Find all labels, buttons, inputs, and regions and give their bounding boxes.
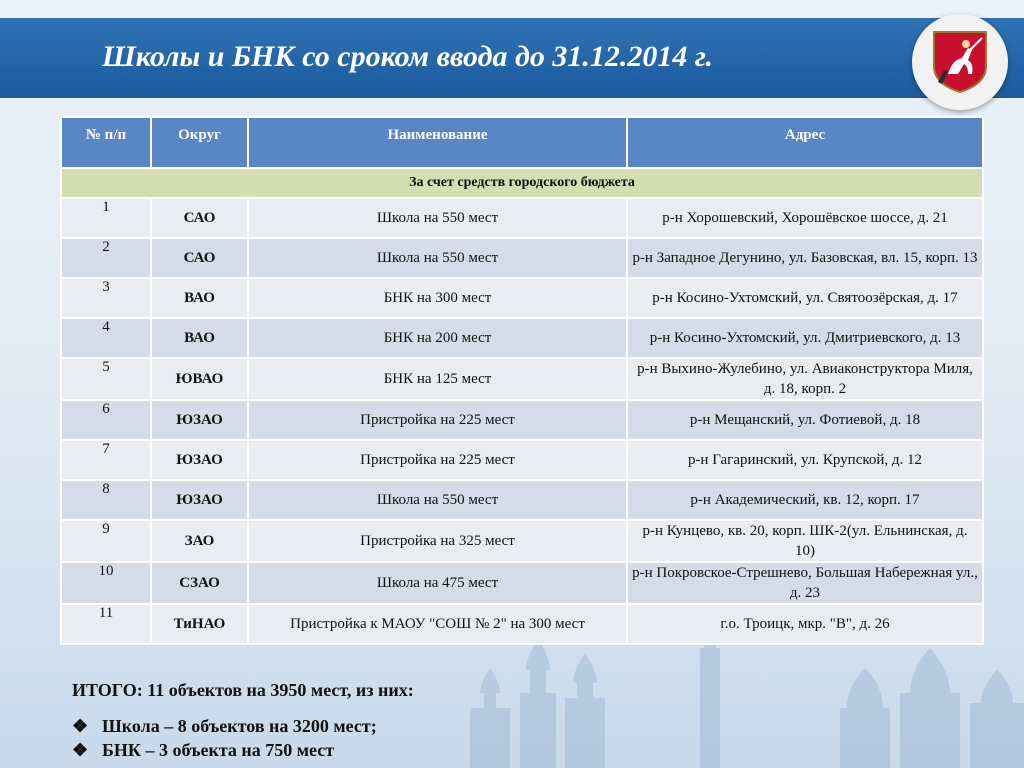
row-okrug: ЮЗАО <box>151 480 248 520</box>
summary-bullet-text: БНК – 3 объекта на 750 мест <box>102 740 335 760</box>
row-address: р-н Академический, кв. 12, корп. 17 <box>627 480 983 520</box>
table-header-row <box>61 117 983 168</box>
row-number: 7 <box>61 440 151 480</box>
schools-table <box>60 116 984 645</box>
diamond-bullet-icon: ❖ <box>72 740 89 760</box>
row-okrug: СЗАО <box>151 562 248 604</box>
page-title: Школы и БНК со сроком ввода до 31.12.2014 г. <box>102 40 714 73</box>
row-address: р-н Мещанский, ул. Фотиевой, д. 18 <box>627 400 983 440</box>
emblem <box>912 14 1008 110</box>
row-number: 10 <box>61 562 151 604</box>
row-okrug: ЗАО <box>151 520 248 562</box>
row-number: 3 <box>61 278 151 318</box>
row-okrug: ТиНАО <box>151 604 248 644</box>
header-okrug: Округ <box>151 117 248 168</box>
row-name: Пристройка к МАОУ "СОШ № 2" на 300 мест <box>248 604 627 644</box>
row-name: Школа на 550 мест <box>248 198 627 238</box>
table-row <box>61 480 983 520</box>
row-number: 8 <box>61 480 151 520</box>
summary-bullet-item <box>72 740 377 764</box>
row-number: 4 <box>61 318 151 358</box>
table-row <box>61 440 983 480</box>
row-okrug: САО <box>151 238 248 278</box>
row-name: БНК на 300 мест <box>248 278 627 318</box>
row-number: 9 <box>61 520 151 562</box>
row-name: БНК на 200 мест <box>248 318 627 358</box>
summary-bullet-text: Школа – 8 объектов на 3200 мест; <box>102 716 377 736</box>
table-row <box>61 400 983 440</box>
row-name: Школа на 475 мест <box>248 562 627 604</box>
header-address: Адрес <box>627 117 983 168</box>
row-address: р-н Косино-Ухтомский, ул. Святоозёрская, д. 17 <box>627 278 983 318</box>
moscow-coat-of-arms-icon <box>930 30 990 94</box>
row-name: Пристройка на 325 мест <box>248 520 627 562</box>
diamond-bullet-icon: ❖ <box>72 716 89 736</box>
row-okrug: САО <box>151 198 248 238</box>
table-row <box>61 520 983 562</box>
row-okrug: ЮЗАО <box>151 400 248 440</box>
row-number: 6 <box>61 400 151 440</box>
table-row <box>61 318 983 358</box>
table-row <box>61 238 983 278</box>
row-address: р-н Покровское-Стрешнево, Большая Набережная ул., д. 23 <box>627 562 983 604</box>
row-number: 1 <box>61 198 151 238</box>
summary-total: ИТОГО: 11 объектов на 3950 мест, из них: <box>72 680 414 700</box>
summary-bullet-item <box>72 716 377 740</box>
row-okrug: ВАО <box>151 318 248 358</box>
table-row <box>61 562 983 604</box>
summary-bullets <box>72 716 377 764</box>
header-number: № п/п <box>61 117 151 168</box>
row-number: 11 <box>61 604 151 644</box>
row-address: р-н Западное Дегунино, ул. Базовская, вл. 15, корп. 13 <box>627 238 983 278</box>
header-name: Наименование <box>248 117 627 168</box>
row-name: Пристройка на 225 мест <box>248 440 627 480</box>
table-row <box>61 604 983 644</box>
row-address: р-н Выхино-Жулебино, ул. Авиаконструктора Миля, д. 18, корп. 2 <box>627 358 983 400</box>
table-row <box>61 278 983 318</box>
row-address: р-н Гагаринский, ул. Крупской, д. 12 <box>627 440 983 480</box>
row-name: БНК на 125 мест <box>248 358 627 400</box>
section-label: За счет средств городского бюджета <box>61 168 983 198</box>
row-name: Школа на 550 мест <box>248 480 627 520</box>
row-name: Пристройка на 225 мест <box>248 400 627 440</box>
row-okrug: ВАО <box>151 278 248 318</box>
row-address: р-н Косино-Ухтомский, ул. Дмитриевского, д. 13 <box>627 318 983 358</box>
row-number: 5 <box>61 358 151 400</box>
row-okrug: ЮЗАО <box>151 440 248 480</box>
row-name: Школа на 550 мест <box>248 238 627 278</box>
table-row <box>61 358 983 400</box>
row-okrug: ЮВАО <box>151 358 248 400</box>
section-row <box>61 168 983 198</box>
table-row <box>61 198 983 238</box>
row-address: г.о. Троицк, мкр. "В", д. 26 <box>627 604 983 644</box>
row-address: р-н Кунцево, кв. 20, корп. ШК-2(ул. Ельнинская, д. 10) <box>627 520 983 562</box>
row-number: 2 <box>61 238 151 278</box>
row-address: р-н Хорошевский, Хорошёвское шоссе, д. 21 <box>627 198 983 238</box>
